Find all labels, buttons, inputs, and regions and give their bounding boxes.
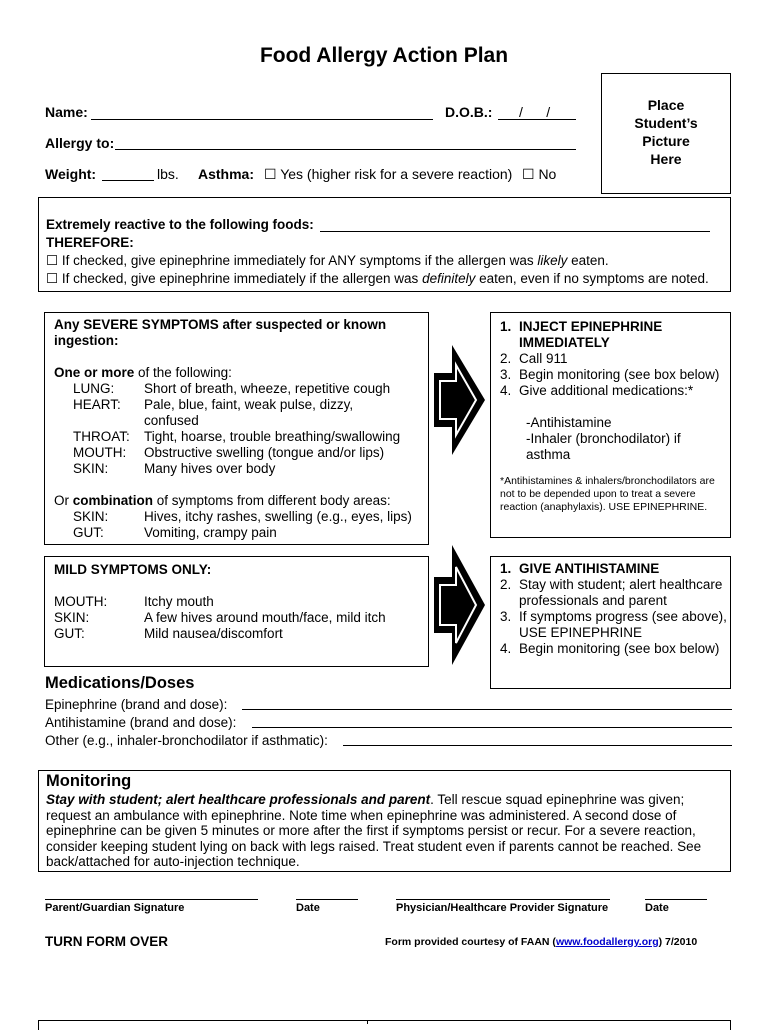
list-item: MOUTH: Obstructive swelling (tongue and/or lips): [73, 445, 385, 460]
severe-actions-box: [490, 312, 731, 538]
physician-date-field[interactable]: [645, 899, 707, 900]
mild-actions-box: [490, 556, 731, 689]
asthma-no-checkbox[interactable]: ☐ No: [522, 166, 557, 182]
severe-arrow-icon: [432, 345, 486, 455]
likely-eaten-checkbox[interactable]: ☐ If checked, give epinephrine immediately for ANY symptoms if the allergen was likely eaten.: [46, 253, 609, 268]
therefore-label: THEREFORE:: [46, 235, 134, 250]
list-item: LUNG: Short of breath, wheeze, repetitive cough: [73, 381, 391, 396]
name-field[interactable]: [91, 119, 433, 120]
list-item: SKIN: A few hives around mouth/face, mild itch: [54, 610, 386, 625]
list-item: 2. Stay with student; alert healthcare professionals and parent: [515, 577, 730, 609]
combination-list: [73, 509, 423, 541]
severe-symptoms-box: [44, 312, 429, 545]
next-page-divider: [367, 1020, 368, 1024]
courtesy-note: Form provided courtesy of FAAN (www.foodallergy.org) 7/2010: [385, 936, 698, 948]
monitoring-heading: Monitoring: [46, 772, 132, 790]
reactive-box: [38, 197, 731, 292]
name-label: Name:: [45, 104, 88, 120]
photo-placeholder: [601, 73, 731, 194]
dob-separators: / /: [519, 104, 551, 120]
sub-step-inhaler: -Inhaler (bronchodilator) if asthma: [526, 431, 681, 462]
lbs-unit: lbs.: [157, 166, 179, 182]
other-med-field[interactable]: [343, 745, 732, 746]
weight-label: Weight:: [45, 166, 97, 182]
sub-step-antihistamine: -Antihistamine: [526, 415, 612, 430]
physician-signature-field[interactable]: [396, 899, 610, 900]
list-item: 3. Begin monitoring (see box below): [515, 367, 730, 383]
list-item: 4. Give additional medications:*: [515, 383, 730, 399]
list-item: 2. Call 911: [515, 351, 730, 367]
reactive-foods-field[interactable]: [320, 231, 710, 232]
monitoring-text: Stay with student; alert healthcare professionals and parent. Tell rescue squad epinephrine was given; request an ambulance with epinephrine. Note time when epinephrine was administered. A second dose of epinephrine can be given 5 minutes or more after the first if symptoms persist or recur. For a severe reaction, consider keeping student lying on back with legs raised. Treat student even if parents cannot be reached. See back/attached for auto-injection technique.: [46, 792, 702, 870]
definitely-eaten-checkbox[interactable]: ☐ If checked, give epinephrine immediately if the allergen was definitely eaten, even if no symptoms are noted.: [46, 271, 709, 286]
list-item: MOUTH: Itchy mouth: [54, 594, 214, 609]
medications-heading: Medications/Doses: [45, 674, 195, 692]
antihistamine-field[interactable]: [252, 727, 732, 728]
parent-date-label: Date: [296, 902, 320, 914]
physician-signature-label: Physician/Healthcare Provider Signature: [396, 902, 609, 914]
mild-symptom-list: [54, 594, 414, 642]
list-item: 4. Begin monitoring (see box below): [515, 641, 730, 657]
turn-form-over: TURN FORM OVER: [45, 934, 168, 949]
epinephrine-field[interactable]: [242, 709, 732, 710]
weight-field[interactable]: [102, 180, 154, 181]
list-item: GUT: Vomiting, crampy pain: [73, 525, 277, 540]
list-item: 3. If symptoms progress (see above), USE EPINEPHRINE: [515, 609, 730, 641]
dob-label: D.O.B.:: [445, 104, 493, 120]
mild-arrow-icon: [432, 545, 486, 665]
faan-link[interactable]: www.foodallergy.org: [555, 936, 659, 948]
antihistamine-note: *Antihistamines & inhalers/bronchodilators are not to be depended upon to treat a severe reaction (anaphylaxis). USE EPINEPHRINE.: [500, 475, 715, 513]
mild-symptoms-box: [44, 556, 429, 667]
mild-heading: MILD SYMPTOMS ONLY:: [54, 562, 212, 577]
parent-signature-label: Parent/Guardian Signature: [45, 902, 185, 914]
parent-date-field[interactable]: [296, 899, 358, 900]
severe-action-steps: [491, 319, 730, 399]
allergy-field[interactable]: [115, 149, 576, 150]
one-or-more-line: One or more of the following:: [54, 365, 232, 380]
list-item: 1. GIVE ANTIHISTAMINE: [515, 561, 730, 577]
epinephrine-label: Epinephrine (brand and dose):: [45, 697, 228, 712]
list-item: THROAT: Tight, hoarse, trouble breathing/swallowing: [73, 429, 401, 444]
combination-line: Or combination of symptoms from different body areas:: [54, 493, 391, 508]
list-item: SKIN: Many hives over body: [73, 461, 276, 476]
mild-action-steps: [491, 561, 730, 657]
page-title: Food Allergy Action Plan: [259, 44, 509, 67]
other-med-label: Other (e.g., inhaler-bronchodilator if asthmatic):: [45, 733, 328, 748]
list-item: 1. INJECT EPINEPHRINE IMMEDIATELY: [515, 319, 730, 351]
reactive-foods-label: Extremely reactive to the following foods:: [46, 217, 314, 232]
antihistamine-label: Antihistamine (brand and dose):: [45, 715, 237, 730]
photo-text: Place Student’s Picture Here: [634, 97, 698, 167]
asthma-yes-checkbox[interactable]: ☐ Yes (higher risk for a severe reaction): [264, 166, 513, 182]
allergy-label: Allergy to:: [45, 135, 115, 151]
list-item: HEART: Pale, blue, faint, weak pulse, dizzy, confused: [73, 397, 354, 428]
parent-signature-field[interactable]: [45, 899, 258, 900]
list-item: GUT: Mild nausea/discomfort: [54, 626, 283, 641]
next-page-box-edge: [38, 1020, 731, 1030]
list-item: SKIN: Hives, itchy rashes, swelling (e.g., eyes, lips): [73, 509, 412, 524]
asthma-label: Asthma:: [198, 166, 255, 182]
severe-heading: Any SEVERE SYMPTOMS after suspected or known ingestion:: [54, 317, 387, 348]
monitoring-box: [38, 770, 731, 872]
physician-date-label: Date: [645, 902, 669, 914]
severe-symptom-list: [73, 381, 423, 477]
